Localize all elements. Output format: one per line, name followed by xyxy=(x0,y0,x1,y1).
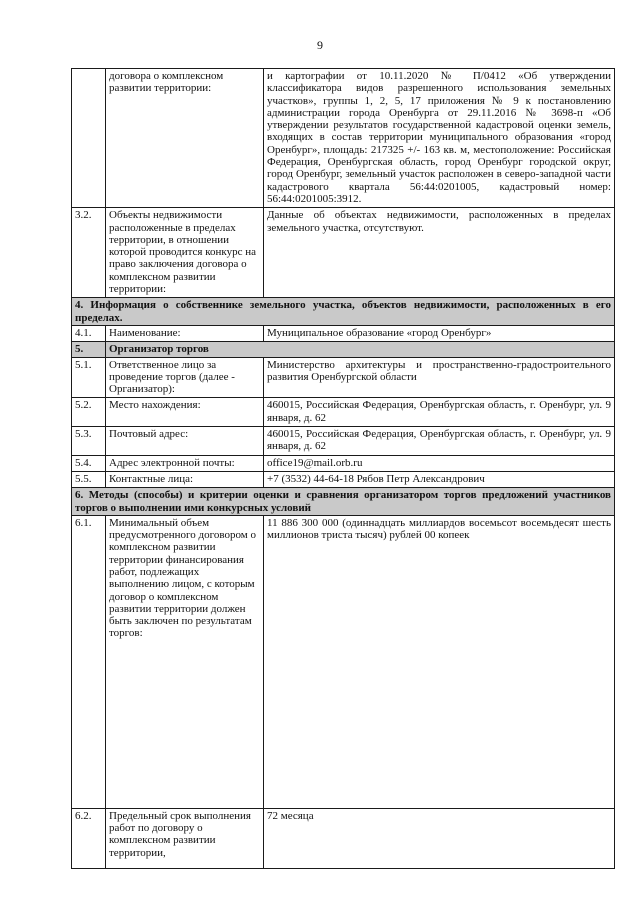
row-number: 3.2. xyxy=(72,208,106,298)
row-label: Почтовый адрес: xyxy=(106,427,264,456)
row-label: Контактные лица: xyxy=(106,471,264,487)
table-row-4-1 xyxy=(72,325,615,341)
page-number: 9 xyxy=(317,38,323,52)
table-row-continuation xyxy=(72,69,615,208)
row-number xyxy=(72,69,106,208)
row-value: 11 886 300 000 (одиннадцать миллиардов восемьсот восемьдесят шесть миллионов триста тысяч) рублей 00 копеек xyxy=(264,515,615,808)
row-label: Объекты недвижимости расположенные в пределах территории, в отношении которой проводится конкурс на право заключения договора о комплексном развитии территории: xyxy=(106,208,264,298)
section-title: Организатор торгов xyxy=(106,342,615,357)
section-header-4 xyxy=(72,298,615,326)
row-value: 72 месяца xyxy=(264,808,615,868)
table-row-5-4 xyxy=(72,455,615,471)
row-value: 460015, Российская Федерация, Оренбургская область, г. Оренбург, ул. 9 января, д. 62 xyxy=(264,427,615,456)
row-label: Ответственное лицо за проведение торгов (далее - Организатор): xyxy=(106,357,264,398)
table-row-6-2 xyxy=(72,808,615,868)
section-header-6 xyxy=(72,488,615,516)
row-label: Место нахождения: xyxy=(106,398,264,427)
row-number: 5.4. xyxy=(72,455,106,471)
row-label: Наименование: xyxy=(106,325,264,341)
section-title: 4. Информация о собственнике земельного участка, объектов недвижимости, расположенных в его пределах. xyxy=(72,298,615,326)
row-number: 6.2. xyxy=(72,808,106,868)
row-number: 5.3. xyxy=(72,427,106,456)
row-label: Адрес электронной почты: xyxy=(106,455,264,471)
section-title: 6. Методы (способы) и критерии оценки и сравнения организатором торгов предложений участников торгов о выполнении ими конкурсных условий xyxy=(72,488,615,516)
row-label: договора о комплексном развитии территории: xyxy=(106,69,264,208)
row-value: Министерство архитектуры и пространственно-градостроительного развития Оренбургской области xyxy=(264,357,615,398)
row-value: +7 (3532) 44-64-18 Рябов Петр Александрович xyxy=(264,471,615,487)
table-row-5-1 xyxy=(72,357,615,398)
table-row-5-3 xyxy=(72,427,615,456)
auction-info-table xyxy=(71,68,615,869)
row-value: Данные об объектах недвижимости, расположенных в пределах земельного участка, отсутствуют. xyxy=(264,208,615,298)
section-number: 5. xyxy=(72,342,106,357)
row-value: office19@mail.orb.ru xyxy=(264,455,615,471)
row-value: и картографии от 10.11.2020 № П/0412 «Об утверждении классификатора видов разрешенного использования земельных участков», группы 1, 2, 5, 17 приложения № 9 к постановлению администрации города Оренбурга от 29.11.2016 № 3698-п «Об утверждении результатов государственной кадастровой оценки земель, входящих в состав территории муниципального образования «город Оренбург», площадь: 217325 +/- 163 кв. м, местоположение: Российская Федерация, Оренбургская область, город Оренбург городской округ, город Оренбург, земельный участок расположен в северо-западной части кадастрового квартала 56:44:0201005, кадастровый номер: 56:44:0201005:3912. xyxy=(264,69,615,208)
table-row-5-5 xyxy=(72,471,615,487)
row-number: 5.1. xyxy=(72,357,106,398)
table-row-5-2 xyxy=(72,398,615,427)
row-number: 5.5. xyxy=(72,471,106,487)
table-row-3-2 xyxy=(72,208,615,298)
table-row-6-1 xyxy=(72,515,615,808)
row-number: 4.1. xyxy=(72,325,106,341)
row-number: 6.1. xyxy=(72,515,106,808)
row-label: Минимальный объем предусмотренного договором о комплексном развитии территории финансирования работ, подлежащих выполнению лицом, с которым договор о комплексном развитии территории должен быть заключен по результатам торгов: xyxy=(106,515,264,808)
section-header-5 xyxy=(72,342,615,357)
row-number: 5.2. xyxy=(72,398,106,427)
row-value: 460015, Российская Федерация, Оренбургская область, г. Оренбург, ул. 9 января, д. 62 xyxy=(264,398,615,427)
row-value: Муниципальное образование «город Оренбург» xyxy=(264,325,615,341)
row-label: Предельный срок выполнения работ по договору о комплексном развитии территории, xyxy=(106,808,264,868)
